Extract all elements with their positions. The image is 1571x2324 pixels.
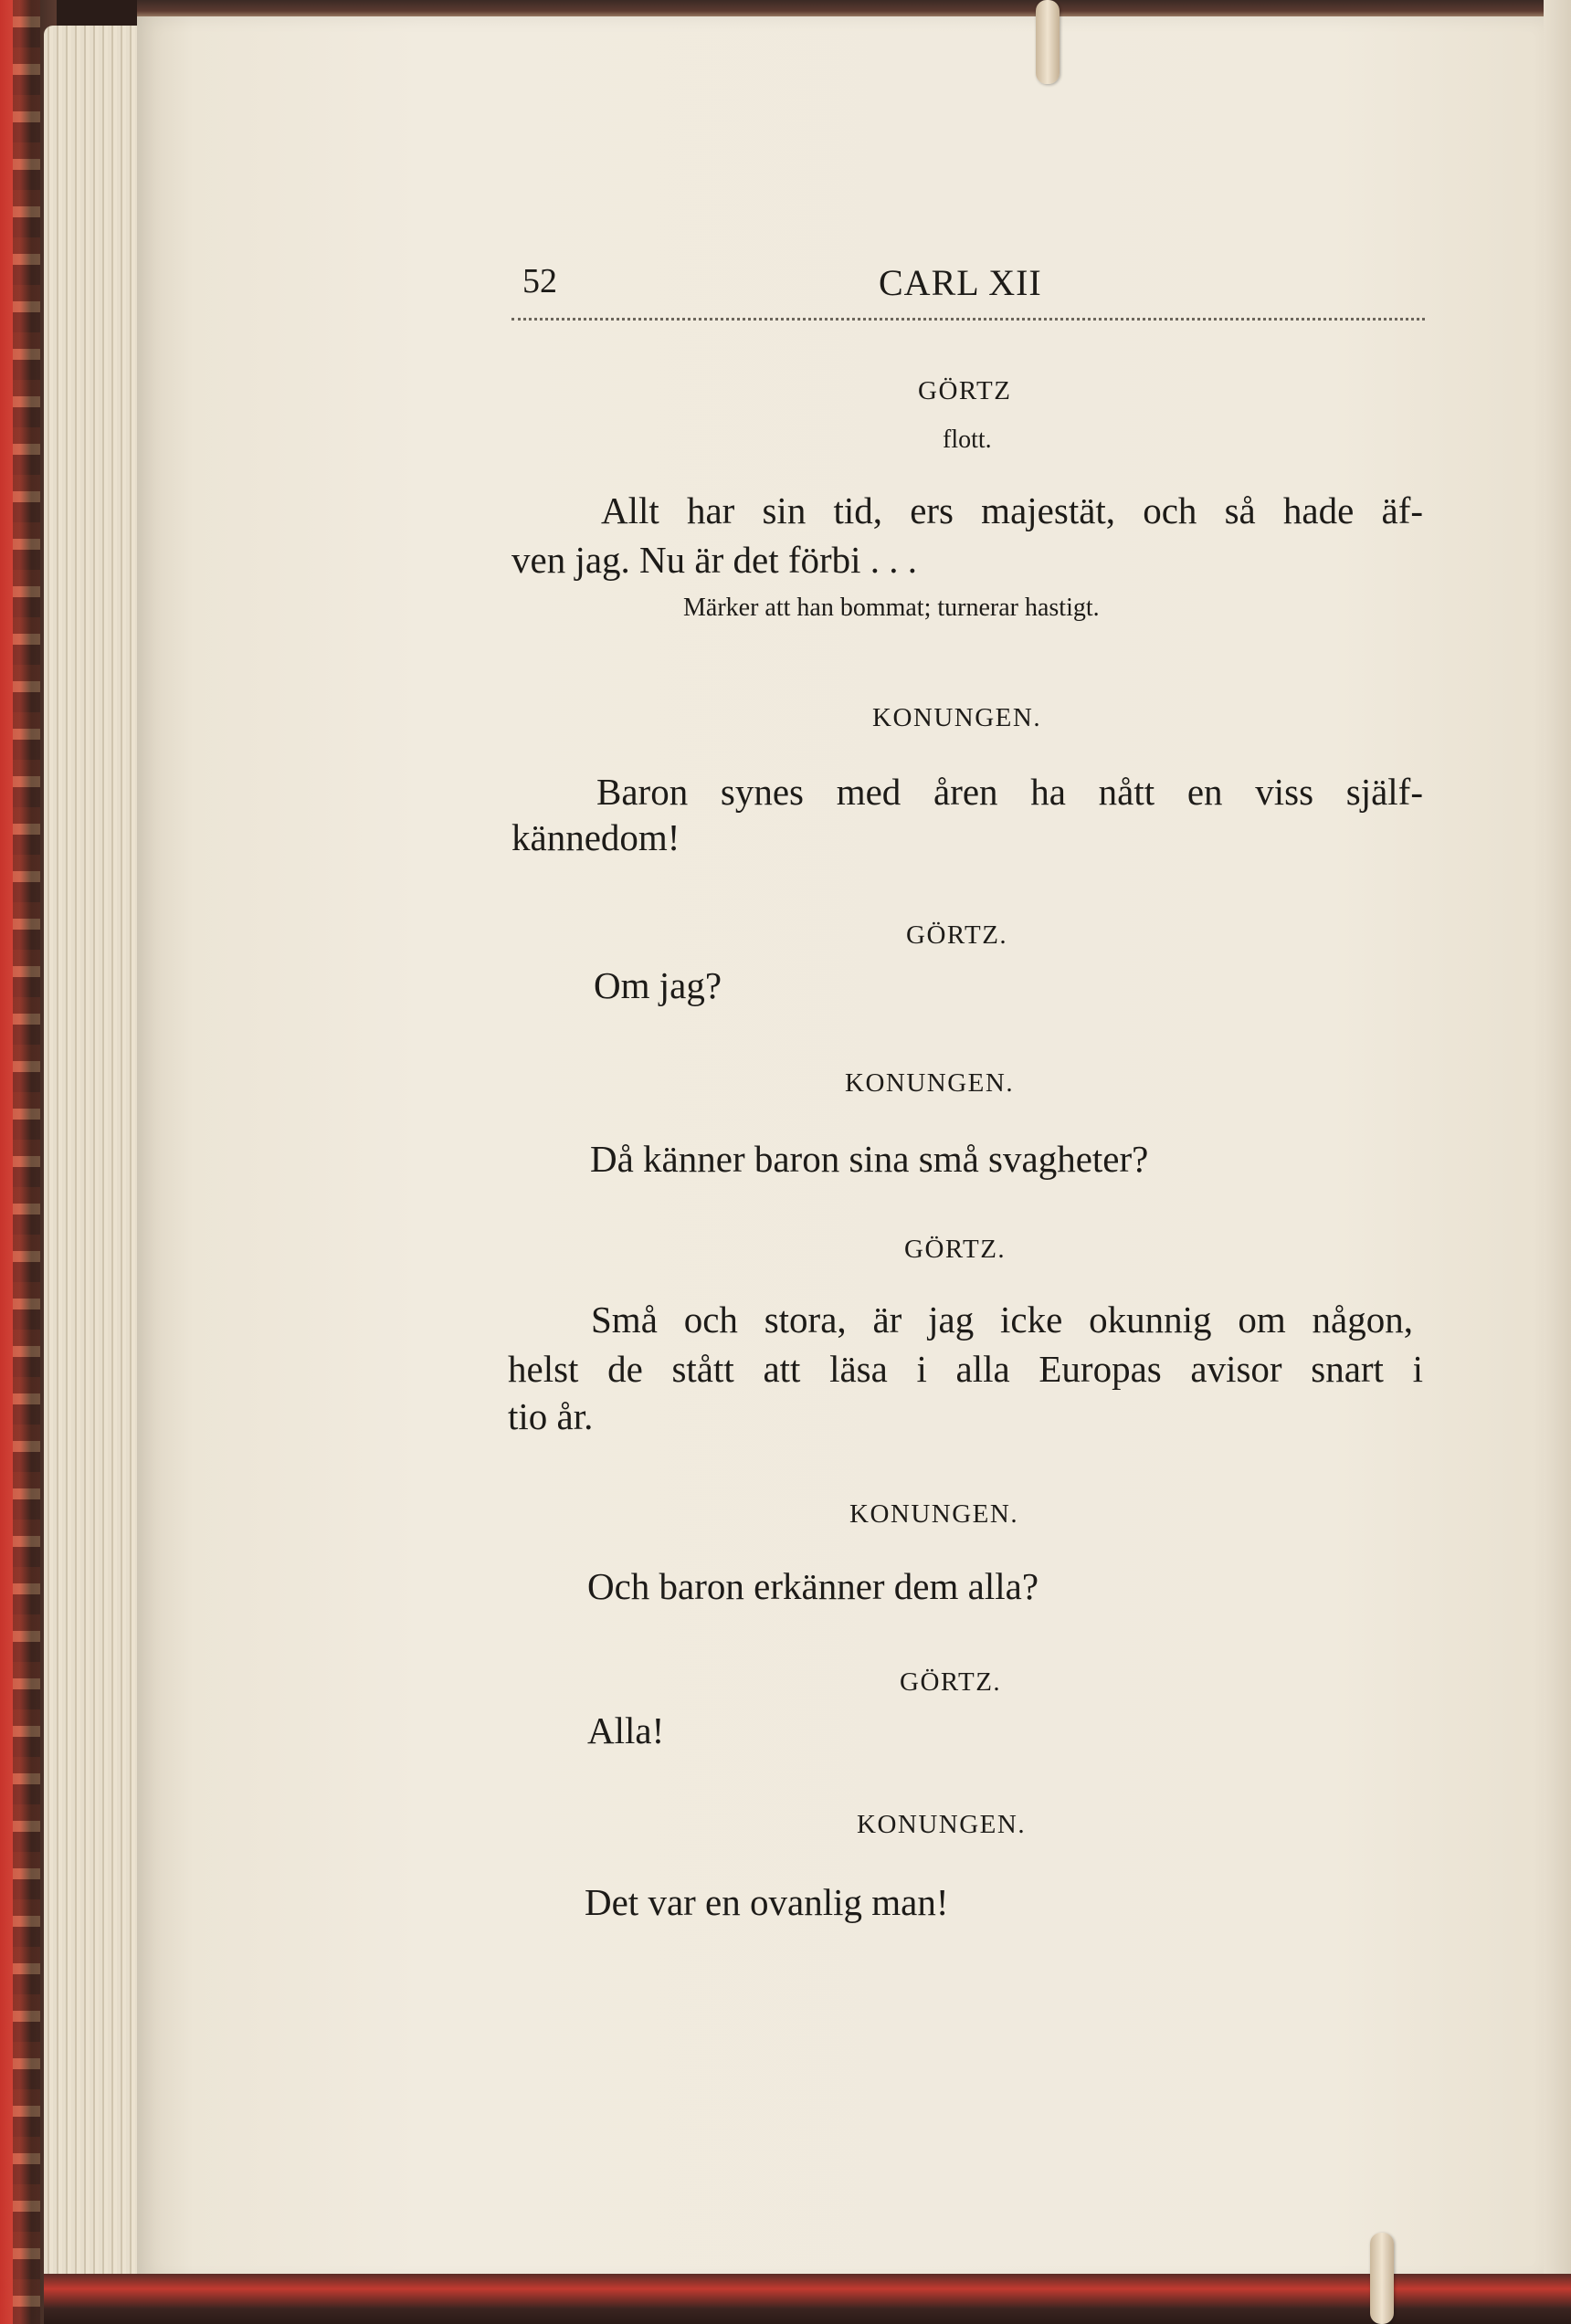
dialogue-line: Allt har sin tid, ers majestät, och så hade äf- (601, 489, 1423, 531)
dialogue-line: tio år. (508, 1395, 594, 1437)
running-header (522, 261, 1425, 312)
speaker-name: KONUNGEN. (849, 1499, 1019, 1529)
dialogue-line: Det var en ovanlig man! (585, 1881, 949, 1923)
speaker-name: KONUNGEN. (857, 1810, 1027, 1839)
dialogue-line: kännedom! (511, 816, 680, 858)
dialogue-line: Baron synes med åren ha nått en viss själf- (596, 771, 1423, 813)
header-rule (511, 318, 1425, 321)
dialogue-line: Och baron erkänner dem alla? (587, 1565, 1039, 1607)
book-top-edge (137, 0, 1571, 18)
dialogue-line: Alla! (587, 1709, 665, 1751)
bookmark-ribbon-top (1036, 0, 1060, 84)
speaker-name: GÖRTZ. (906, 920, 1008, 950)
bookmark-ribbon-bottom (1370, 2233, 1394, 2324)
book-right-edge (1544, 0, 1571, 2324)
running-title: CARL XII (879, 262, 1042, 303)
page-number: 52 (522, 262, 557, 300)
book-bottom-edge (44, 2274, 1571, 2324)
speaker-name: GÖRTZ. (900, 1667, 1002, 1697)
speaker-name: GÖRTZ (918, 376, 1012, 405)
stage-direction: Märker att han bommat; turnerar hastigt. (683, 594, 1100, 622)
speaker-name: KONUNGEN. (845, 1068, 1015, 1098)
speaker-name: GÖRTZ. (904, 1235, 1007, 1264)
speaker-name: KONUNGEN. (872, 703, 1042, 732)
dialogue-line: helst de stått att läsa i alla Europas avisor snart i (508, 1348, 1423, 1390)
dialogue-line: ven jag. Nu är det förbi . . . (511, 539, 918, 581)
dialogue-line: Då känner baron sina små svagheter? (590, 1138, 1149, 1180)
dialogue-line: Om jag? (594, 964, 722, 1006)
stage-direction: flott. (943, 426, 992, 454)
dialogue-line: Små och stora, är jag icke okunnig om någon, (591, 1299, 1413, 1341)
